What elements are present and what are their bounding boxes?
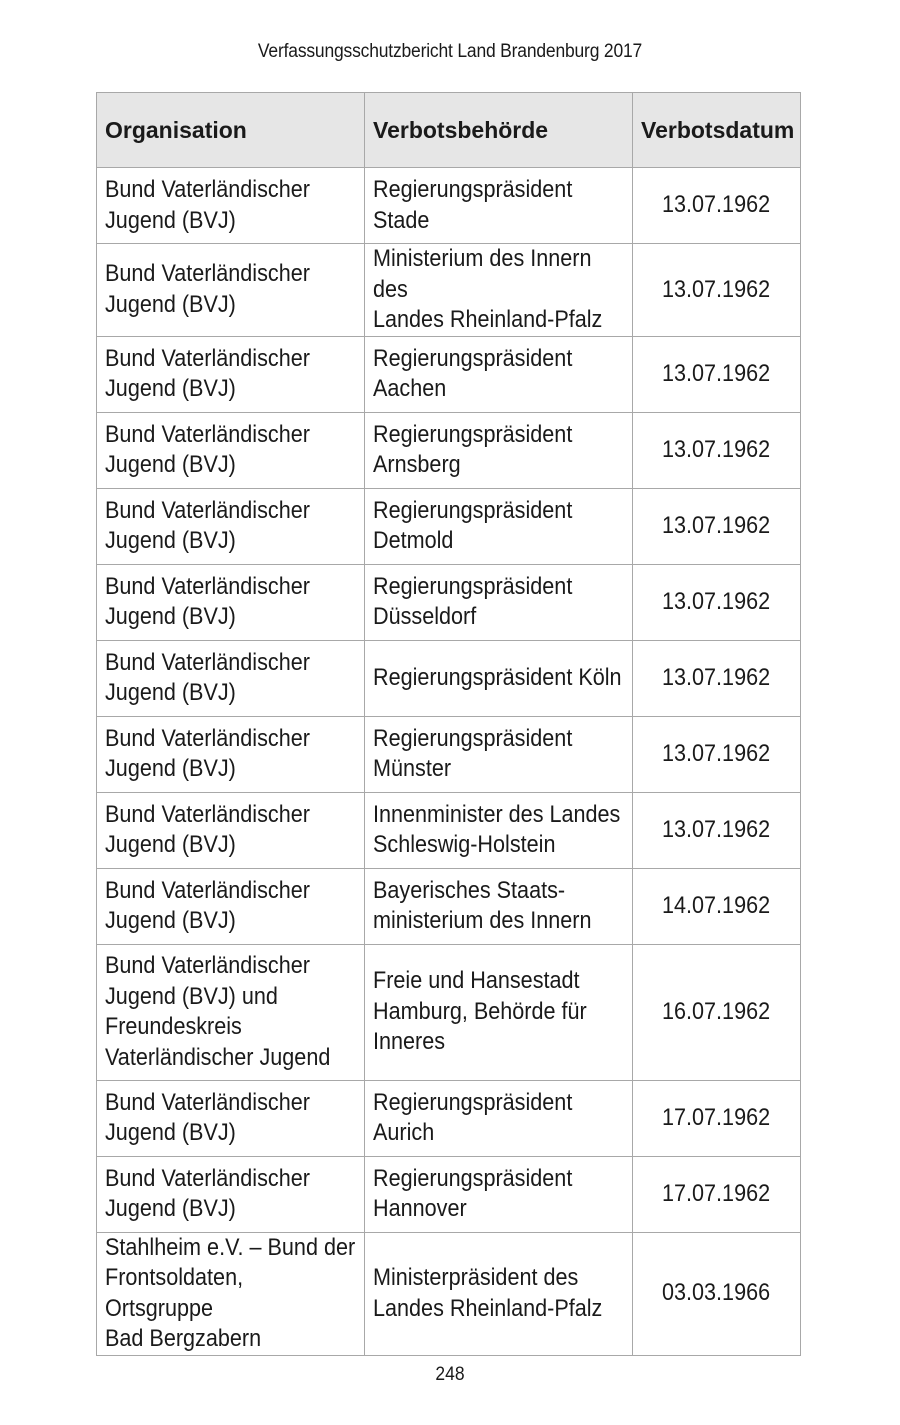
organisation-cell: Bund Vaterländischer Jugend (BVJ): [97, 868, 365, 944]
authority-cell: Innenminister des Landes Schleswig-Holstein: [365, 792, 633, 868]
authority-cell: Regierungspräsident Düsseldorf: [365, 564, 633, 640]
organisation-cell: Bund Vaterländischer Jugend (BVJ): [97, 336, 365, 412]
table-row: [97, 336, 801, 412]
date-cell: 13.07.1962: [633, 412, 801, 488]
authority-cell: Ministerpräsident des Landes Rheinland-Pfalz: [365, 1232, 633, 1355]
authority-cell: Regierungspräsident Stade: [365, 168, 633, 244]
organisation-cell: Bund Vaterländischer Jugend (BVJ): [97, 244, 365, 337]
ban-table: [96, 92, 801, 1356]
table-row: [97, 1232, 801, 1355]
authority-cell: Regierungspräsident Aurich: [365, 1080, 633, 1156]
date-cell: 13.07.1962: [633, 564, 801, 640]
table-row: [97, 792, 801, 868]
authority-cell: Regierungspräsident Arnsberg: [365, 412, 633, 488]
date-cell: 13.07.1962: [633, 488, 801, 564]
date-cell: 13.07.1962: [633, 244, 801, 337]
table-row: [97, 944, 801, 1080]
table-row: [97, 640, 801, 716]
organisation-cell: Bund Vaterländischer Jugend (BVJ): [97, 716, 365, 792]
date-cell: 17.07.1962: [633, 1080, 801, 1156]
date-cell: 13.07.1962: [633, 716, 801, 792]
authority-cell: Freie und Hansestadt Hamburg, Behörde für Inneres: [365, 944, 633, 1080]
date-cell: 17.07.1962: [633, 1156, 801, 1232]
organisation-cell: Bund Vaterländischer Jugend (BVJ): [97, 168, 365, 244]
table-row: [97, 716, 801, 792]
table-row: [97, 412, 801, 488]
table-row: [97, 488, 801, 564]
column-header-organisation: Organisation: [97, 93, 365, 168]
organisation-cell: Bund Vaterländischer Jugend (BVJ): [97, 564, 365, 640]
table-row: [97, 168, 801, 244]
date-cell: 14.07.1962: [633, 868, 801, 944]
authority-cell: Regierungspräsident Aachen: [365, 336, 633, 412]
organisation-cell: Bund Vaterländischer Jugend (BVJ): [97, 488, 365, 564]
table-row: [97, 1080, 801, 1156]
organisation-cell: Bund Vaterländischer Jugend (BVJ): [97, 1156, 365, 1232]
organisation-cell: Bund Vaterländischer Jugend (BVJ): [97, 1080, 365, 1156]
authority-cell: Ministerium des Innern des Landes Rheinland-Pfalz: [365, 244, 633, 337]
authority-cell: Regierungspräsident Münster: [365, 716, 633, 792]
authority-cell: Regierungspräsident Hannover: [365, 1156, 633, 1232]
date-cell: 13.07.1962: [633, 792, 801, 868]
table-row: [97, 564, 801, 640]
table-header-row: [97, 93, 801, 168]
date-cell: 03.03.1966: [633, 1232, 801, 1355]
organisation-cell: Stahlheim e.V. – Bund der Frontsoldaten, Ortsgruppe Bad Bergzabern: [97, 1232, 365, 1355]
running-head: Verfassungsschutzbericht Land Brandenburg 2017: [257, 41, 643, 62]
page-number: 248: [435, 1364, 465, 1385]
organisation-cell: Bund Vaterländischer Jugend (BVJ): [97, 792, 365, 868]
authority-cell: Regierungspräsident Köln: [365, 640, 633, 716]
table-row: [97, 868, 801, 944]
organisation-cell: Bund Vaterländischer Jugend (BVJ) und Freundeskreis Vaterländischer Jugend: [97, 944, 365, 1080]
organisation-cell: Bund Vaterländischer Jugend (BVJ): [97, 640, 365, 716]
authority-cell: Bayerisches Staats- ministerium des Innern: [365, 868, 633, 944]
organisation-cell: Bund Vaterländischer Jugend (BVJ): [97, 412, 365, 488]
column-header-authority: Verbotsbehörde: [365, 93, 633, 168]
table-row: [97, 244, 801, 337]
table-row: [97, 1156, 801, 1232]
date-cell: 13.07.1962: [633, 336, 801, 412]
authority-cell: Regierungspräsident Detmold: [365, 488, 633, 564]
date-cell: 16.07.1962: [633, 944, 801, 1080]
column-header-date: Verbotsdatum: [633, 93, 801, 168]
date-cell: 13.07.1962: [633, 640, 801, 716]
date-cell: 13.07.1962: [633, 168, 801, 244]
